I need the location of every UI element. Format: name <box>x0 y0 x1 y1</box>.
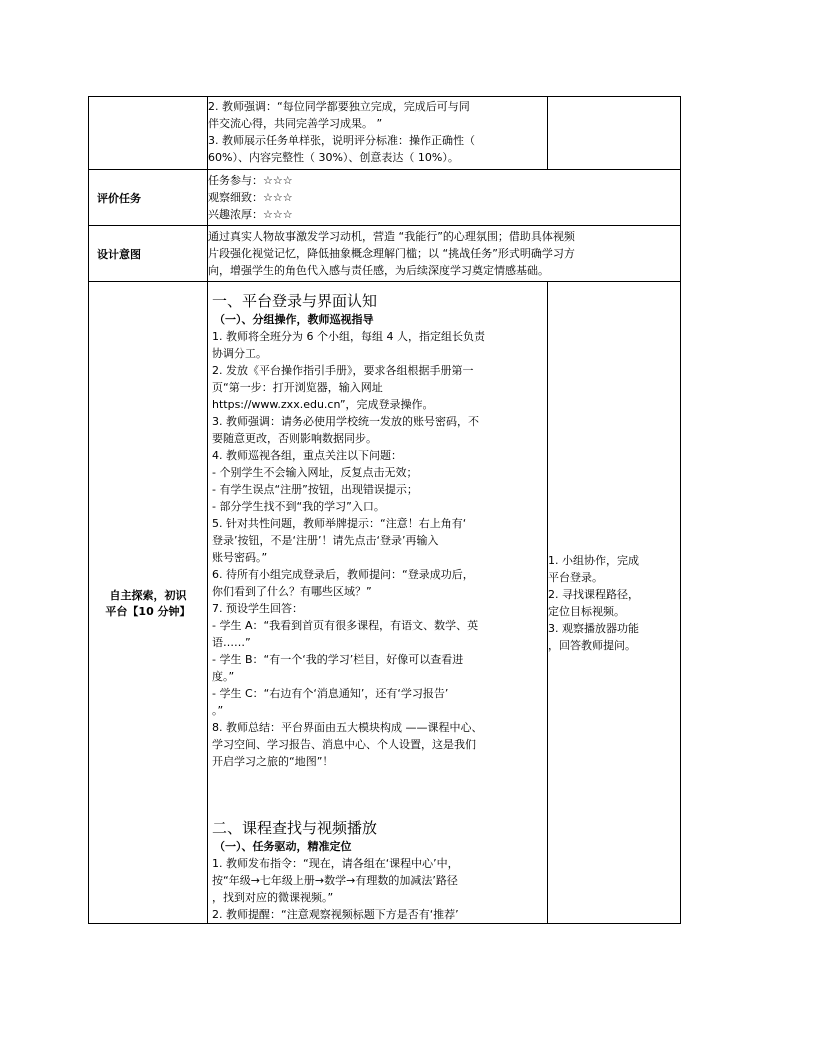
label-line: 自主探索，初识 <box>109 588 187 602</box>
text-line: 3. 教师强调：请务必使用学校统一发放的账号密码，不 <box>212 415 479 428</box>
text-line: - 个别学生不会输入网址，反复点击无效； <box>212 466 418 479</box>
evaluation-label: 评价任务 <box>89 170 208 226</box>
text-line: 7. 预设学生回答： <box>212 602 303 615</box>
table-row-self-exploration <box>89 282 681 924</box>
table-row-teacher-emphasis <box>89 97 681 170</box>
text-line: 5. 针对共性问题，教师举牌提示：“注意！右上角有‘ <box>212 517 467 530</box>
section-subtitle-task-driven: （一）、任务驱动，精准定位 <box>214 840 352 853</box>
self-exploration-label <box>89 282 208 924</box>
text-line: 伴交流心得，共同完善学习成果。 ” <box>208 117 383 130</box>
design-intent-content <box>208 226 681 282</box>
text-line: 3. 观察播放器功能 <box>548 621 639 635</box>
section-body-course-search <box>208 855 547 923</box>
text-line: 片段强化视觉记忆，降低抽象概念理解门槛；以 “挑战任务”形式明确学习方 <box>208 247 575 260</box>
text-line: https://www.zxx.edu.cn”，完成登录操作。 <box>212 398 434 411</box>
text-line: ，回答教师提问。 <box>548 638 636 652</box>
text-line: - 部分学生找不到“我的学习”入口。 <box>212 500 385 513</box>
text-line: 平台登录。 <box>548 570 603 584</box>
text-line: 6. 待所有小组完成登录后，教师提问：“登录成功后， <box>212 568 474 581</box>
section-body-login <box>208 328 547 770</box>
text-line: 2. 教师强调：“每位同学都要独立完成，完成后可与同 <box>208 100 470 113</box>
table-row-design-intent <box>89 226 681 282</box>
text-line: 页“第一步：打开浏览器，输入网址 <box>212 381 383 394</box>
text-line: 1. 教师将全班分为 6 个小组，每组 4 人，指定组长负责 <box>212 330 485 343</box>
design-intent-label: 设计意图 <box>89 226 208 282</box>
text-line: - 有学生误点“注册”按钮，出现错误提示； <box>212 483 418 496</box>
section-title-course-search: 二、课程查找与视频播放 <box>212 819 378 837</box>
text-line: 向，增强学生的角色代入感与责任感，为后续深度学习奠定情感基础。 <box>208 264 549 277</box>
text-line: - 学生 C：“右边有个‘消息通知’，还有‘学习报告’ <box>212 687 449 700</box>
evaluation-participation: 任务参与：☆☆☆ <box>208 174 293 187</box>
lesson-plan-table <box>88 96 681 924</box>
teacher-emphasis-cell <box>208 97 548 170</box>
text-line: ，找到对应的微课视频。” <box>212 891 334 904</box>
text-line: 2. 寻找课程路径， <box>548 587 639 601</box>
text-line: - 学生 B：“有一个‘我的学习’栏目，好像可以查看进 <box>212 653 464 666</box>
text-line: 60%）、内容完整性（ 30%）、创意表达（ 10%）。 <box>208 151 459 164</box>
blank-spacer <box>208 770 547 818</box>
text-line: 要随意更改，否则影响数据同步。 <box>212 432 377 445</box>
text-line: 协调分工。 <box>212 347 267 360</box>
text-line: 开启学习之旅的“地图”！ <box>212 755 334 768</box>
text-line: 度。” <box>212 670 235 683</box>
evaluation-interest: 兴趣浓厚：☆☆☆ <box>208 208 293 221</box>
label-line: 平台【10 分钟】 <box>105 604 191 618</box>
text-line: 账号密码。” <box>212 551 268 564</box>
text-line: 1. 小组协作，完成 <box>548 553 639 567</box>
text-line: 按“年级→七年级上册→数学→有理数的加减法’路径 <box>212 874 458 887</box>
empty-student-cell <box>548 97 681 170</box>
text-line: 语……” <box>212 636 251 649</box>
table-row-evaluation <box>89 170 681 226</box>
text-line: 。” <box>212 704 224 717</box>
evaluation-observation: 观察细致：☆☆☆ <box>208 191 293 204</box>
text-line: 1. 教师发布指令：“现在，请各组在‘课程中心’中， <box>212 857 459 870</box>
text-line: 8. 教师总结：平台界面由五大模块构成 ——课程中心、 <box>212 721 483 734</box>
text-line: 通过真实人物故事激发学习动机，营造 “我能行”的心理氛围；借助具体视频 <box>208 230 575 243</box>
text-line: 你们看到了什么？有哪些区域？” <box>212 585 372 598</box>
section-title-login: 一、平台登录与界面认知 <box>212 292 378 310</box>
text-line: 定位目标视频。 <box>548 604 625 618</box>
text-line: 登录’按钮，不是‘注册’！请先点击‘登录’再输入 <box>212 534 439 547</box>
empty-label-cell <box>89 97 208 170</box>
text-line: - 学生 A：“我看到首页有很多课程，有语文、数学、英 <box>212 619 479 632</box>
text-line: 3. 教师展示任务单样张，说明评分标准：操作正确性（ <box>208 134 475 147</box>
section-subtitle-grouping: （一）、分组操作，教师巡视指导 <box>214 313 374 326</box>
text-line: 2. 教师提醒：“注意观察视频标题下方是否有‘推荐’ <box>212 908 459 921</box>
student-activity-cell <box>548 282 681 924</box>
text-line: 2. 发放《平台操作指引手册》，要求各组根据手册第一 <box>212 364 474 377</box>
text-line: 学习空间、学习报告、消息中心、个人设置，这是我们 <box>212 738 476 751</box>
evaluation-content <box>208 170 681 226</box>
teacher-activity-cell <box>208 282 548 924</box>
text-line: 4. 教师巡视各组，重点关注以下问题： <box>212 449 402 462</box>
